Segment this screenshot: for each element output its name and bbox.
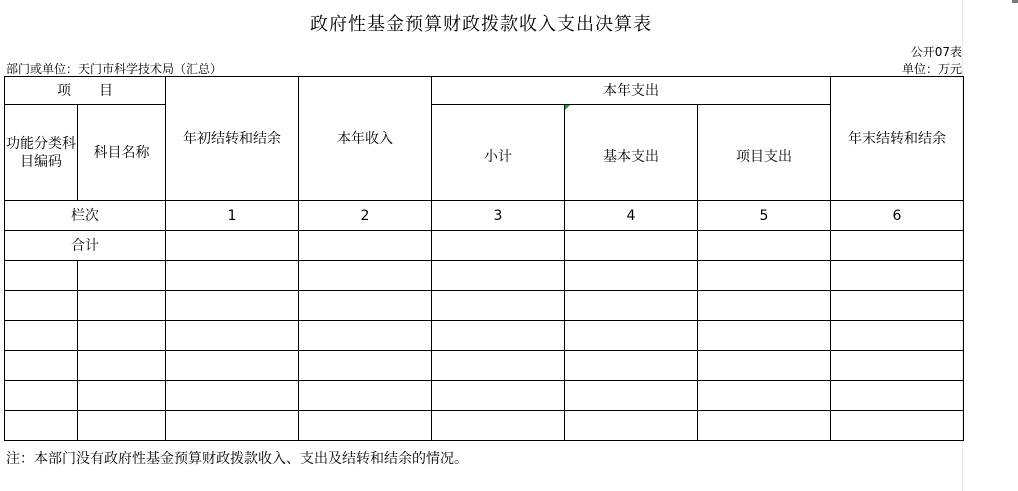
table-cell[interactable] (565, 321, 698, 351)
table-cell[interactable] (166, 381, 299, 411)
table-cell[interactable] (299, 381, 432, 411)
index-label[interactable]: 栏次 (5, 201, 166, 231)
header-current-year-expense[interactable]: 本年支出 (432, 77, 831, 105)
table-cell[interactable] (299, 411, 432, 441)
table-cell[interactable] (5, 261, 78, 291)
table-cell[interactable] (78, 411, 166, 441)
header-begin-balance[interactable]: 年初结转和结余 (166, 77, 299, 201)
table-cell[interactable] (698, 381, 831, 411)
table-row (5, 411, 964, 441)
table-cell[interactable] (432, 261, 565, 291)
total-cell[interactable] (432, 231, 565, 261)
department-label: 部门或单位：天门市科学技术局（汇总） (6, 62, 223, 76)
table-cell[interactable] (5, 381, 78, 411)
report-table (4, 76, 964, 441)
header-row-1 (5, 77, 964, 105)
table-cell[interactable] (432, 411, 565, 441)
table-row (5, 381, 964, 411)
table-cell[interactable] (565, 291, 698, 321)
table-cell[interactable] (565, 411, 698, 441)
total-cell[interactable] (299, 231, 432, 261)
header-basic-expense[interactable] (565, 105, 698, 201)
index-col-4[interactable]: 4 (565, 201, 698, 231)
table-cell[interactable] (5, 411, 78, 441)
table-cell[interactable] (166, 411, 299, 441)
table-row (5, 351, 964, 381)
table-row (5, 321, 964, 351)
index-col-1[interactable]: 1 (166, 201, 299, 231)
table-cell[interactable] (5, 291, 78, 321)
table-row (5, 291, 964, 321)
table-cell[interactable] (565, 351, 698, 381)
table-cell[interactable] (831, 291, 964, 321)
table-cell[interactable] (831, 351, 964, 381)
table-cell[interactable] (299, 291, 432, 321)
table-cell[interactable] (432, 351, 565, 381)
table-cell[interactable] (299, 351, 432, 381)
header-current-income[interactable]: 本年收入 (299, 77, 432, 201)
table-cell[interactable] (698, 321, 831, 351)
table-cell[interactable] (698, 261, 831, 291)
index-row (5, 201, 964, 231)
header-subject-name[interactable]: 科目名称 (78, 105, 166, 201)
header-subtotal[interactable]: 小计 (432, 105, 565, 201)
table-cell[interactable] (565, 261, 698, 291)
index-col-5[interactable]: 5 (698, 201, 831, 231)
table-cell[interactable] (166, 291, 299, 321)
table-cell[interactable] (432, 381, 565, 411)
scroll-indicator (1012, 0, 1018, 3)
index-col-2[interactable]: 2 (299, 201, 432, 231)
footnote: 注：本部门没有政府性基金预算财政拨款收入、支出及结转和结余的情况。 (6, 451, 468, 467)
table-cell[interactable] (831, 381, 964, 411)
header-end-balance[interactable]: 年末结转和结余 (831, 77, 964, 201)
table-cell[interactable] (565, 381, 698, 411)
table-cell[interactable] (166, 351, 299, 381)
comment-marker-icon (565, 105, 570, 110)
header-row-2 (5, 105, 964, 201)
table-cell[interactable] (166, 321, 299, 351)
table-cell[interactable] (831, 321, 964, 351)
table-cell[interactable] (78, 321, 166, 351)
total-label[interactable]: 合计 (5, 231, 166, 261)
table-cell[interactable] (5, 321, 78, 351)
table-cell[interactable] (78, 351, 166, 381)
table-cell[interactable] (698, 291, 831, 321)
total-row (5, 231, 964, 261)
table-row (5, 261, 964, 291)
form-number: 公开07表 (910, 45, 962, 59)
table-cell[interactable] (432, 321, 565, 351)
table-cell[interactable] (78, 291, 166, 321)
header-basic-expense-label: 基本支出 (603, 148, 659, 165)
header-item[interactable]: 项 目 (5, 77, 166, 105)
table-cell[interactable] (698, 351, 831, 381)
total-cell[interactable] (565, 231, 698, 261)
total-cell[interactable] (831, 231, 964, 261)
table-cell[interactable] (432, 291, 565, 321)
table-cell[interactable] (166, 261, 299, 291)
table-cell[interactable] (698, 411, 831, 441)
table-cell[interactable] (831, 261, 964, 291)
index-col-3[interactable]: 3 (432, 201, 565, 231)
header-func-code[interactable]: 功能分类科目编码 (5, 105, 78, 201)
table-cell[interactable] (5, 351, 78, 381)
table-cell[interactable] (78, 381, 166, 411)
total-cell[interactable] (166, 231, 299, 261)
table-cell[interactable] (831, 411, 964, 441)
report-title: 政府性基金预算财政拨款收入支出决算表 (310, 14, 652, 35)
index-col-6[interactable]: 6 (831, 201, 964, 231)
header-project-expense[interactable]: 项目支出 (698, 105, 831, 201)
total-cell[interactable] (698, 231, 831, 261)
table-cell[interactable] (299, 261, 432, 291)
table-cell[interactable] (78, 261, 166, 291)
unit-label: 单位：万元 (901, 62, 962, 76)
table-cell[interactable] (299, 321, 432, 351)
